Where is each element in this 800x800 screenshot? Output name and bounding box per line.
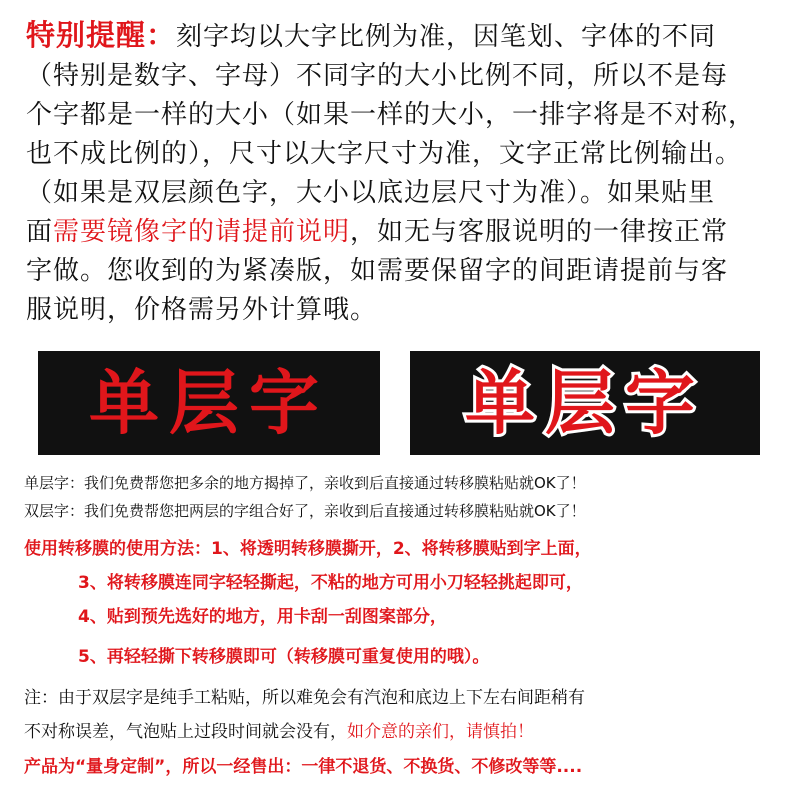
- intro-line-3: 个字都是一样的大小（如果一样的大小，一排字将是不对称，: [26, 100, 756, 130]
- double-layer-note: 双层字：我们免费帮您把两层的字组合好了，亲收到后直接通过转移膜粘贴就OK了！: [24, 502, 586, 520]
- intro-line-8: 服说明，价格需另外计算哦。: [26, 295, 378, 325]
- instruction-step-4: 4、贴到预先选好的地方，用卡刮一刮图案部分，: [78, 607, 447, 627]
- intro-line-1: [26, 16, 786, 57]
- intro-line-2: （特别是数字、字母）不同字的大小比例不同，所以不是每: [26, 61, 729, 91]
- mirror-text-note: 需要镜像字的请提前说明: [53, 217, 351, 247]
- instruction-step-3: 3、将转移膜连同字轻轻撕起，不粘的地方可用小刀轻轻挑起即可，: [78, 573, 583, 593]
- intro-line-6-pre: 面: [26, 217, 54, 247]
- intro-notice: [26, 16, 786, 330]
- transfer-film-instructions-title: 使用转移膜的使用方法：1、将透明转移膜撕开，2、将转移膜贴到字上面，: [24, 539, 592, 559]
- footer-warning: 如介意的亲们，请慎拍！: [347, 722, 534, 742]
- intro-line-7: 字做。您收到的为紧凑版，如需要保留字的间距请提前与客: [26, 256, 729, 286]
- intro-line-6-post: ，如无与客服说明的一律按正常: [350, 217, 729, 247]
- footer-note-line-2-text: 不对称误差，气泡贴上过段时间就会没有，: [24, 722, 347, 742]
- single-layer-sample-text: 单层字: [89, 362, 329, 444]
- intro-line-6: [26, 213, 786, 252]
- single-layer-sample: [38, 351, 380, 455]
- footer-note-line-1: 注：由于双层字是纯手工粘贴，所以难免会有汽泡和底边上下左右间距稍有: [24, 688, 585, 708]
- notice-heading: 特别提醒：: [26, 18, 177, 52]
- double-layer-sample: [410, 351, 760, 455]
- footer-note-line-2: [24, 720, 784, 744]
- intro-line-4: 也不成比例的），尺寸以大字尺寸为准，文字正常比例输出。: [26, 139, 743, 169]
- double-layer-sample-text: 单层字: [465, 362, 705, 444]
- single-layer-note: 单层字：我们免费帮您把多余的地方揭掉了，亲收到后直接通过转移膜粘贴就OK了！: [24, 474, 586, 492]
- intro-line-1-text: 刻字均以大字比例为准，因笔划、字体的不同: [176, 22, 717, 52]
- intro-line-5: （如果是双层颜色字，大小以底边层尺寸为准）。如果贴里: [26, 178, 716, 208]
- custom-product-policy: 产品为“量身定制”，所以一经售出：一律不退货、不换货、不修改等等....: [24, 757, 583, 777]
- instruction-step-5: 5、再轻轻撕下转移膜即可（转移膜可重复使用的哦）。: [78, 647, 490, 667]
